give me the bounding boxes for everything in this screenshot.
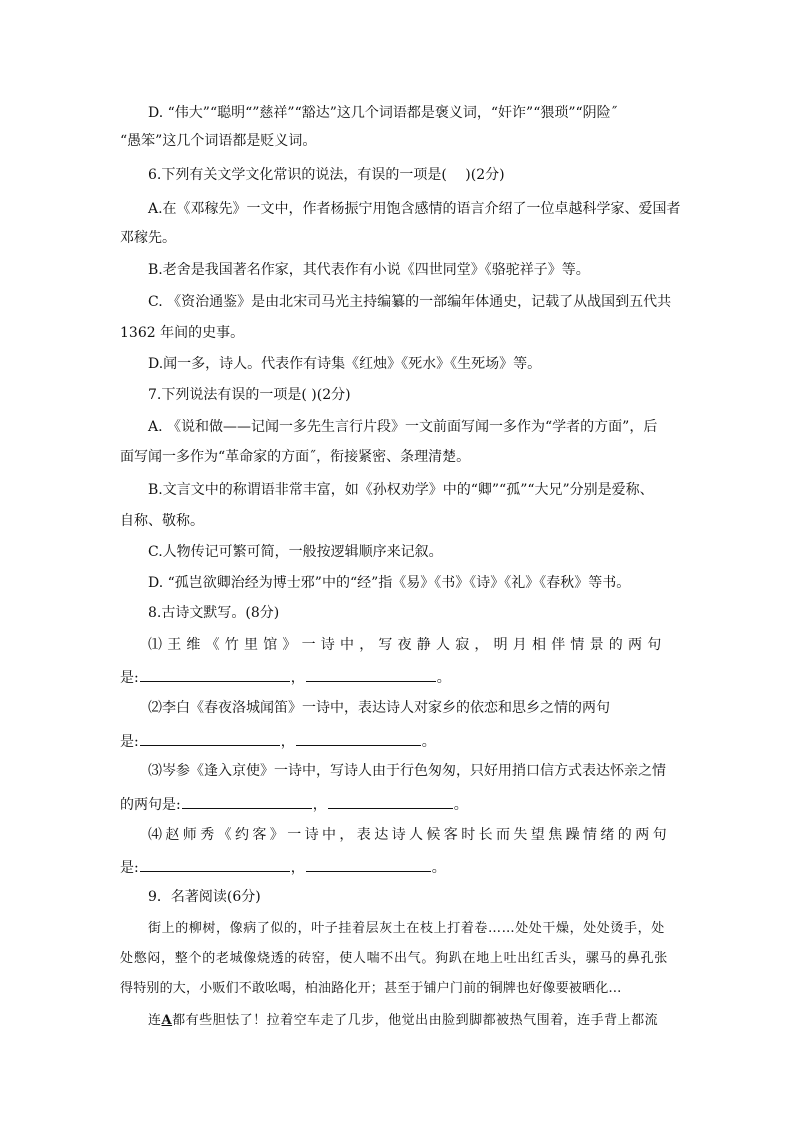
q8-item-4-answer-line	[120, 857, 446, 877]
q7-option-c: C.人物传记可繁可简，一般按逻辑顺序来记叙。	[148, 544, 443, 560]
blank-letter-a: A	[161, 1013, 173, 1028]
q8-item-1-blank-1[interactable]	[140, 667, 290, 682]
option-d-line-2: “愚笨”这几个词语都是贬义词。	[120, 133, 317, 149]
q6-option-a-line-1: A.在《邓稼先》一文中，作者杨振宁用饱含感情的语言介绍了一位卓越科学家、爱国者	[148, 201, 681, 217]
reading-line-4-rest: 都有些胆怯了！拉着空车走了几步，他觉出由脸到脚都被热气围着，连手背上都流	[172, 1013, 659, 1028]
period: 。	[421, 734, 436, 750]
q6-option-a-line-2: 邓稼先。	[120, 230, 176, 246]
q8-item-1-prefix: 是:	[120, 670, 139, 686]
question-7: 7.下列说法有误的一项是( )(2分)	[148, 387, 351, 403]
q8-item-2-blank-1[interactable]	[140, 731, 280, 746]
question-6: 6.下列有关文学文化常识的说法，有误的一项是( )(2分)	[148, 167, 505, 183]
q8-item-3-prefix: 的两句是:	[120, 797, 181, 813]
q8-item-4-blank-1[interactable]	[140, 857, 290, 872]
q8-item-4-prefix: 是:	[120, 860, 139, 876]
period: 。	[436, 670, 451, 686]
reading-line-2: 处憋闷，整个的老城像烧透的砖窑，使人喘不出气。狗趴在地上吐出红舌头，骡马的鼻孔张	[120, 951, 669, 966]
reading-line-1: 街上的柳树，像病了似的，叶子挂着层灰土在枝上打着卷……处处干燥，处处烫手，处	[148, 921, 665, 936]
reading-line-4	[148, 1012, 702, 1029]
q8-item-1-answer-line	[120, 667, 451, 687]
q8-item-2-prefix: 是:	[120, 734, 139, 750]
q7-option-a-line-2: 面写闻一多作为“革命家的方面˝，衔接紧密、条理清楚。	[120, 449, 471, 465]
q8-item-1-prompt: ⑴王维《竹里馆》一诗中，写夜静人寂，明月相伴情景的两句	[148, 637, 667, 653]
q7-option-b-line-1: B.文言文中的称谓语非常丰富，如《孙权劝学》中的“卿”“孤”“大兄”分别是爱称、	[148, 482, 654, 498]
q6-option-c-line-1: C. 《资治通鉴》是由北宋司马光主持编纂的一部编年体通史，记载了从战国到五代共	[148, 294, 672, 310]
q8-item-4-prompt: ⑷赵师秀《约客》一诗中，表达诗人候客时长而失望焦躁情绪的两句	[148, 827, 670, 843]
q8-item-3-prompt: ⑶岑参《逢入京使》一诗中，写诗人由于行色匆匆，只好用捎口信方式表达怀亲之情	[148, 763, 666, 779]
q8-item-2-prompt: ⑵李白《春夜洛城闻笛》一诗中，表达诗人对家乡的依恋和思乡之情的两句	[148, 700, 610, 716]
reading-line-4-prefix: 连	[148, 1013, 162, 1028]
q7-option-a-line-1: A. 《说和做——记闻一多先生言行片段》一文前面写闻一多作为“学者的方面”，后	[148, 419, 658, 435]
q8-item-1-blank-2[interactable]	[306, 667, 436, 682]
q6-option-b: B.老舍是我国著名作家，其代表作有小说《四世同堂》《骆驼祥子》等。	[148, 262, 590, 278]
q8-item-2-answer-line	[120, 731, 436, 751]
question-8: 8.古诗文默写。(8分)	[148, 605, 280, 621]
q8-item-3-blank-2[interactable]	[328, 794, 453, 809]
question-9: 9．名著阅读(6分)	[148, 889, 261, 905]
reading-line-3: 得特别的大，小贩们不敢吆喝，柏油路化开；甚至于铺户门前的铜牌也好像要被晒化…	[120, 981, 622, 996]
comma: ，	[280, 734, 295, 750]
q6-option-c-line-2: 1362 年间的史事。	[120, 325, 245, 341]
q8-item-4-blank-2[interactable]	[306, 857, 431, 872]
period: 。	[453, 797, 468, 813]
comma: ，	[312, 797, 327, 813]
q7-option-b-line-2: 自称、敬称。	[120, 513, 204, 529]
q8-item-3-answer-line	[120, 794, 468, 814]
comma: ，	[290, 670, 305, 686]
q8-item-3-blank-1[interactable]	[182, 794, 312, 809]
period: 。	[431, 860, 446, 876]
q7-option-d: D. “孤岂欲卿治经为博士邪”中的“经”指《易》《书》《诗》《礼》《春秋》等书。	[148, 575, 631, 591]
comma: ，	[290, 860, 305, 876]
q8-item-2-blank-2[interactable]	[296, 731, 421, 746]
q6-option-d: D.闻一多，诗人。代表作有诗集《红烛》《死水》《生死场》等。	[148, 356, 542, 372]
option-d-line-1: D. “伟大”“聪明“”慈祥”“豁达”这几个词语都是褒义词，“奸诈”“猥琐”“阴险˝	[148, 105, 618, 121]
